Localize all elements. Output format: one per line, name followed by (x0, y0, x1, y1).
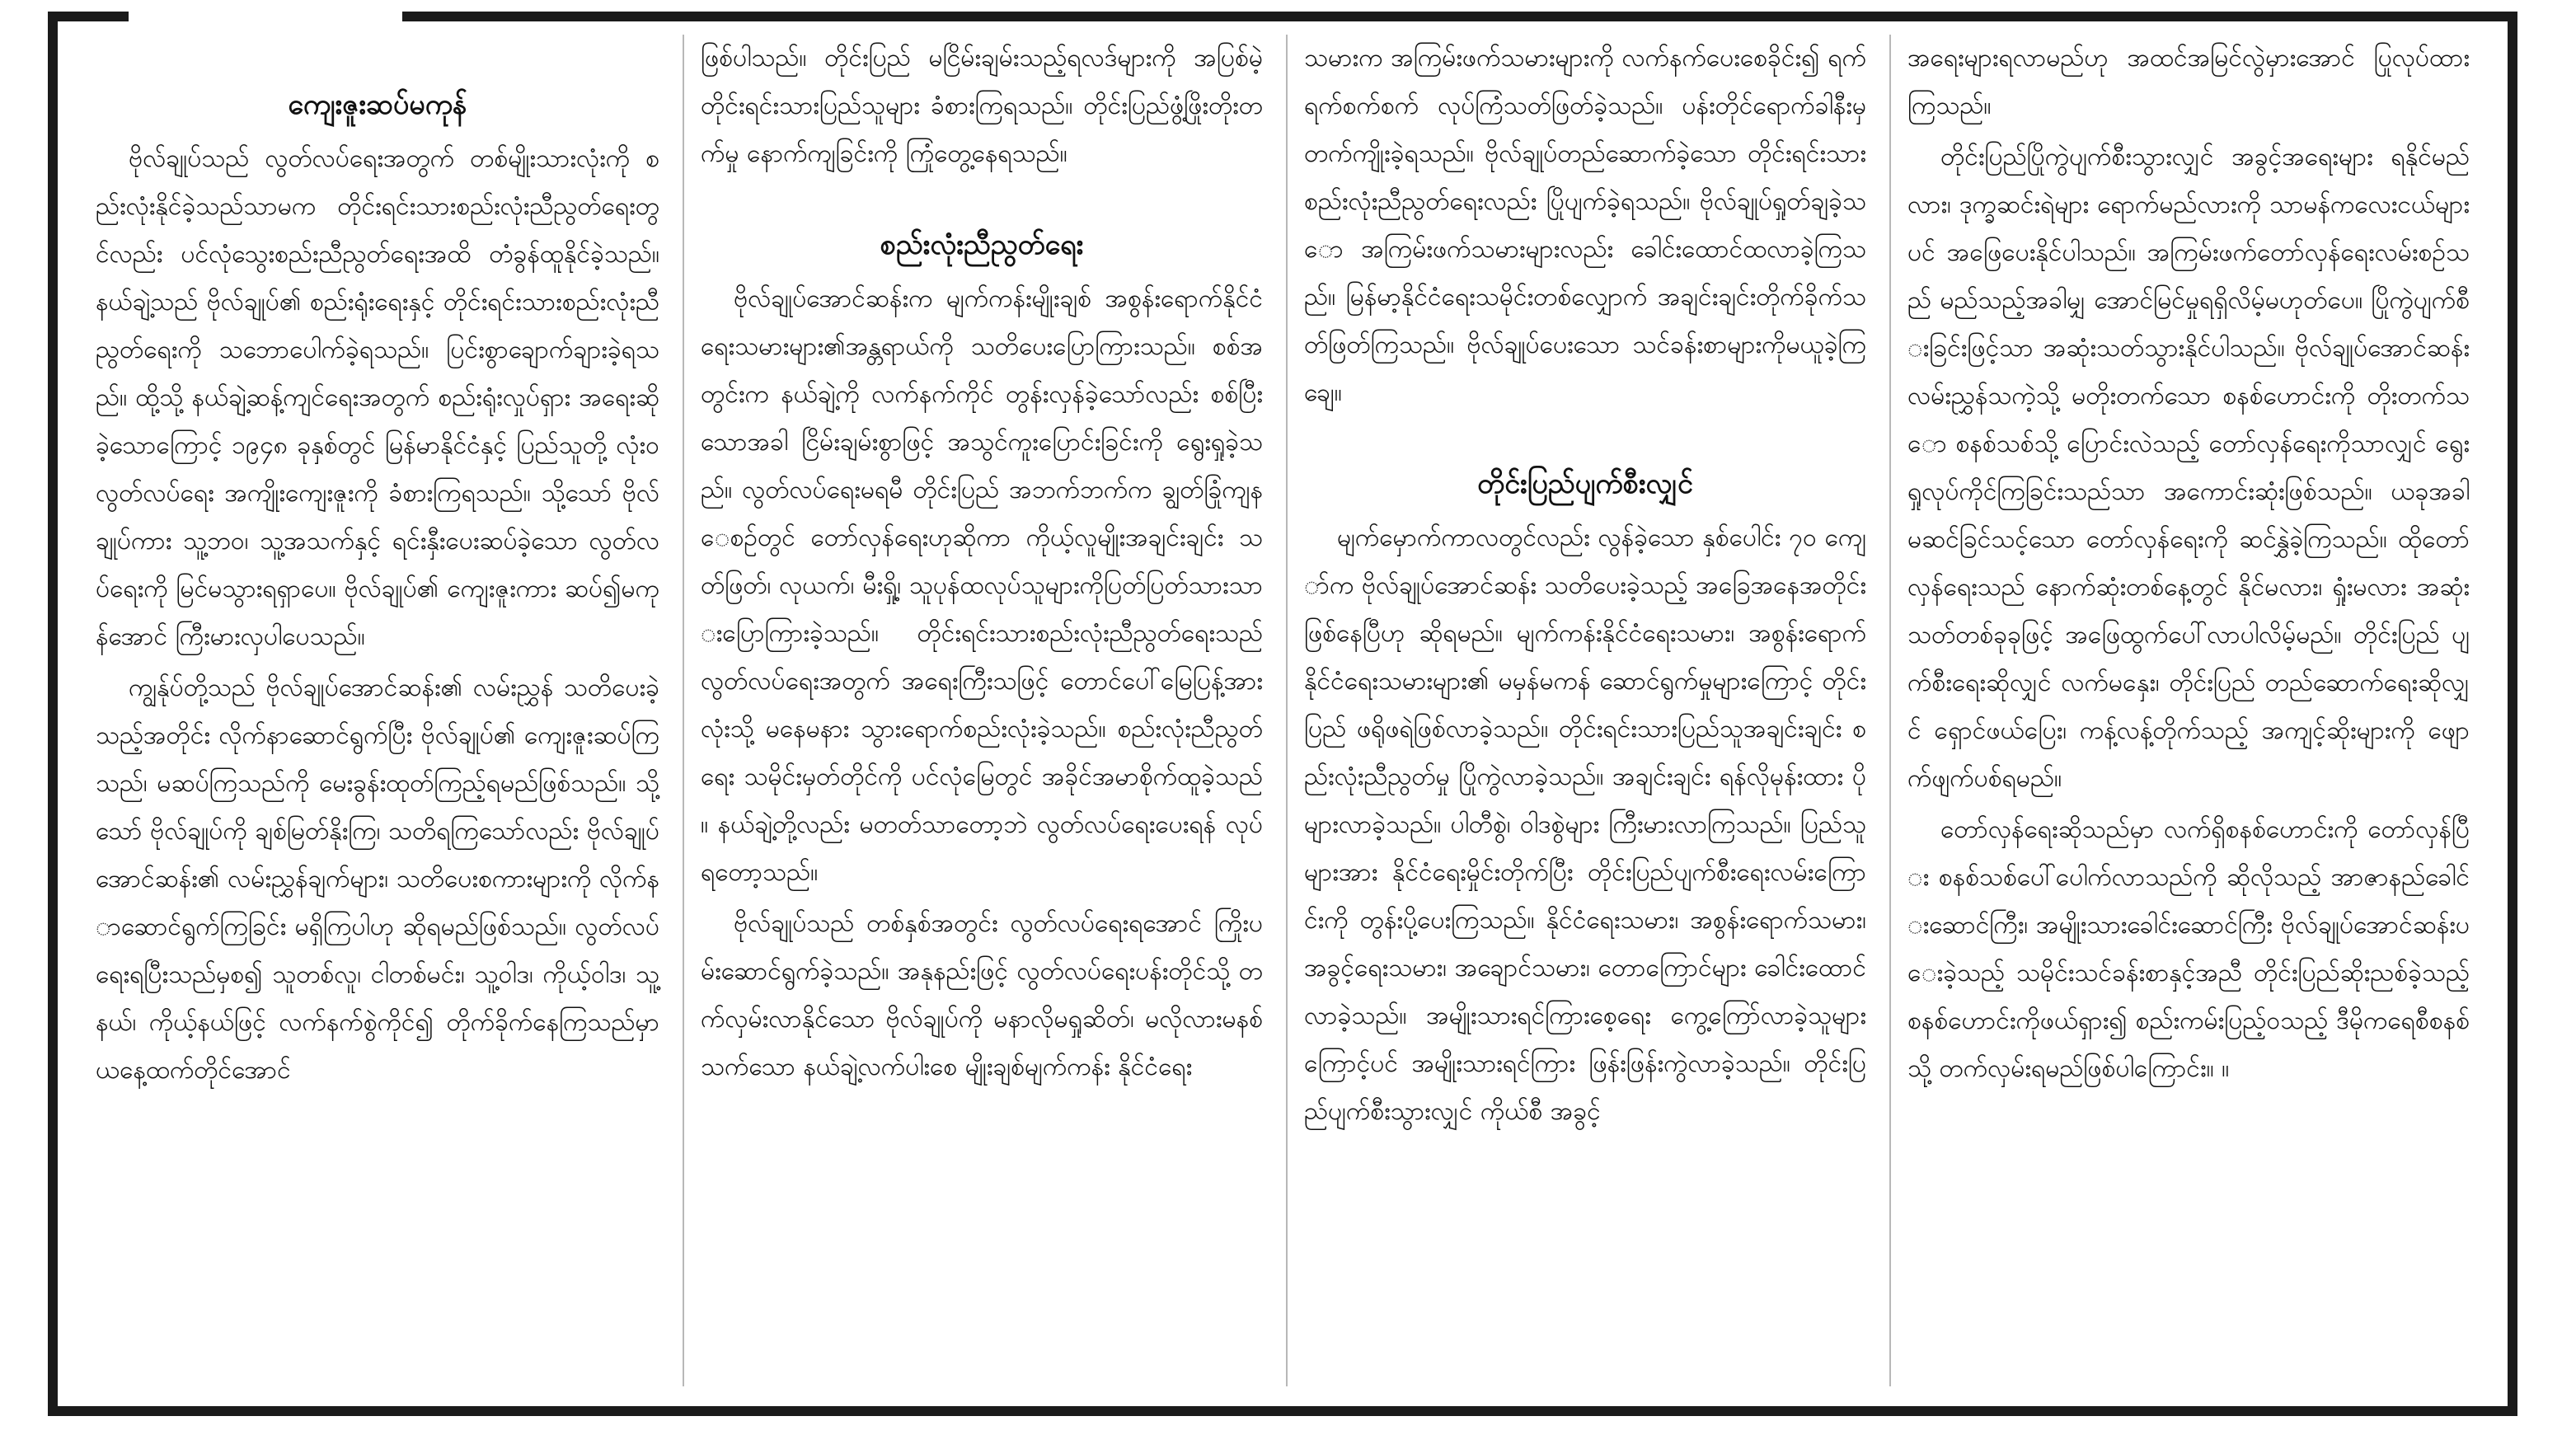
section-heading-country-collapse: တိုင်းပြည်ပျက်စီးလျှင် (1477, 467, 1693, 500)
paragraph: ဗိုလ်ချုပ်အောင်ဆန်းက မျက်ကန်းမျိုးချစ် အစွန်းရောက်နိုင်ငံရေးသမားများ၏အန္တရာယ်ကို သတိပေးပြောကြားသည်။ စစ်အတွင်းက နယ်ချဲ့ကို လက်နက်ကိုင် တွန်းလှန်ခဲ့သော်လည်း စစ်ပြီးသောအခါ ငြိမ်းချမ်းစွာဖြင့် အသွင်ကူးပြောင်းခြင်းကို ရွေးရှုခဲ့သည်။ လွတ်လပ်ရေးမရမီ တိုင်းပြည် အဘက်ဘက်က ချွတ်ခြုံကျနေစဉ်တွင် တော်လှန်ရေးဟုဆိုကာ ကိုယ့်လူမျိုးအချင်းချင်း သတ်ဖြတ်၊ လုယက်၊ မီးရှို့၊ သူပုန်ထလုပ်သူများကိုပြတ်ပြတ်သားသားပြောကြားခဲ့သည်။ တိုင်းရင်းသားစည်းလုံးညီညွတ်ရေးသည် လွတ်လပ်ရေးအတွက် အရေးကြီးသဖြင့် တောင်ပေါ်မြေပြန့်အားလုံးသို့ မနေမနား သွားရောက်စည်းလုံးခဲ့သည်။ စည်းလုံးညီညွတ်ရေး သမိုင်းမှတ်တိုင်ကို ပင်လုံမြေတွင် အခိုင်အမာစိုက်ထူခဲ့သည်။ နယ်ချဲ့တို့လည်း မတတ်သာတော့ဘဲ လွတ်လပ်ရေးပေးရန် လုပ်ရတော့သည်။ (701, 284, 1263, 887)
column-2 (683, 35, 1279, 1386)
paragraph: တိုင်းပြည်ပြိုကွဲပျက်စီးသွားလျှင် အခွင့်အရေးများ ရနိုင်မည်လား၊ ဒုက္ခဆင်းရဲများ ရောက်မည်လားကို သာမန်ကလေးငယ်များပင် အဖြေပေးနိုင်ပါသည်။ အကြမ်းဖက်တော်လှန်ရေးလမ်းစဉ်သည် မည်သည့်အခါမျှ အောင်မြင်မှုရရှိလိမ့်မဟုတ်ပေ။ ပြိုကွဲပျက်စီးခြင်းဖြင့်သာ အဆုံးသတ်သွားနိုင်ပါသည်။ ဗိုလ်ချုပ်အောင်ဆန်း လမ်းညွှန်သကဲ့သို့ မတိုးတက်သော စနစ်ဟောင်းကို တိုးတက်သော စနစ်သစ်သို့ ပြောင်းလဲသည့် တော်လှန်ရေးကိုသာလျှင် ရွေးရှုလုပ်ကိုင်ကြခြင်းသည်သာ အကောင်းဆုံးဖြစ်သည်။ ယခုအခါ မဆင်ခြင်သင့်သော တော်လှန်ရေးကို ဆင်နွှဲခဲ့ကြသည်။ ထိုတော်လှန်ရေးသည် နောက်ဆုံးတစ်နေ့တွင် နိုင်မလား၊ ရှုံးမလား အဆုံးသတ်တစ်ခုခုဖြင့် အဖြေထွက်ပေါ်လာပါလိမ့်မည်။ တိုင်းပြည် ပျက်စီးရေးဆိုလျှင် လက်မနှေး၊ တိုင်းပြည် တည်ဆောက်ရေးဆိုလျှင် ရှောင်ဖယ်ပြေး၊ ကန့်လန့်တိုက်သည့် အကျင့်ဆိုးများကို ဖျောက်ဖျက်ပစ်ရမည်။ (1907, 143, 2470, 793)
paragraph-continued: ဖြစ်ပါသည်။ တိုင်းပြည် မငြိမ်းချမ်းသည့်ရလဒ်များကို အပြစ်မဲ့ တိုင်းရင်းသားပြည်သူများ ခံစားကြရသည်။ တိုင်းပြည်ဖွံ့ဖြိုးတိုးတက်မှု နောက်ကျခြင်းကို ကြုံတွေ့နေရသည်။ (701, 44, 1263, 168)
article-columns (79, 35, 2486, 1386)
paragraph: ဗိုလ်ချုပ်သည် တစ်နှစ်အတွင်း လွတ်လပ်ရေးရအောင် ကြိုးပမ်းဆောင်ရွက်ခဲ့သည်။ အနုနည်းဖြင့် လွတ်လပ်ရေးပန်းတိုင်သို့ တက်လှမ်းလာနိုင်သော ဗိုလ်ချုပ်ကို မနာလိုမရှုဆိတ်၊ မလိုလားမနစ်သက်သော နယ်ချဲ့လက်ပါးစေ မျိုးချစ်မျက်ကန်း နိုင်ငံရေး (701, 909, 1263, 1081)
paragraph: ကျွန်ုပ်တို့သည် ဗိုလ်ချုပ်အောင်ဆန်း၏ လမ်းညွှန် သတိပေးခဲ့သည့်အတိုင်း လိုက်နာဆောင်ရွက်ပြီး ဗိုလ်ချုပ်၏ ကျေးဇူးဆပ်ကြသည်၊ မဆပ်ကြသည်ကို မေးခွန်းထုတ်ကြည့်ရမည်ဖြစ်သည်။ သို့သော် ဗိုလ်ချုပ်ကို ချစ်မြတ်နိုးကြ၊ သတိရကြသော်လည်း ဗိုလ်ချုပ်အောင်ဆန်း၏ လမ်းညွှန်ချက်များ၊ သတိပေးစကားများကို လိုက်နာဆောင်ရွက်ကြခြင်း မရှိကြပါဟု ဆိုရမည်ဖြစ်သည်။ လွတ်လပ်ရေးရပြီးသည်မှစ၍ သူတစ်လူ၊ ငါတစ်မင်း၊ သူ့ဝါဒ၊ ကိုယ့်ဝါဒ၊ သူ့နယ်၊ ကိုယ့်နယ်ဖြင့် လက်နက်စွဲကိုင်၍ တိုက်ခိုက်နေကြသည်မှာ ယနေ့ထက်တိုင်အောင် (96, 673, 659, 1085)
paragraph-continued: သမားက အကြမ်းဖက်သမားများကို လက်နက်ပေးစေခိုင်း၍ ရက်ရက်စက်စက် လုပ်ကြံသတ်ဖြတ်ခဲ့သည်။ ပန်းတိုင်ရောက်ခါနီးမှ တက်ကျိုးခဲ့ရသည်။ ဗိုလ်ချုပ်တည်ဆောက်ခဲ့သော တိုင်းရင်းသားစည်းလုံးညီညွတ်ရေးလည်း ပြိုပျက်ခဲ့ရသည်။ ဗိုလ်ချုပ်ရှုတ်ချခဲ့သော အကြမ်းဖက်သမားများလည်း ခေါင်းထောင်ထလာခဲ့ကြသည်။ မြန်မာ့နိုင်ငံရေးသမိုင်းတစ်လျှောက် အချင်းချင်းတိုက်ခိုက်သတ်ဖြတ်ကြသည်။ ဗိုလ်ချုပ်ပေးသော သင်ခန်းစာများကိုမယူခဲ့ကြချေ။ (1304, 44, 1866, 407)
column-4 (1889, 35, 2486, 1386)
paragraph: မျက်မှောက်ကာလတွင်လည်း လွန်ခဲ့သော နှစ်ပေါင်း ၇၀ ကျော်က ဗိုလ်ချုပ်အောင်ဆန်း သတိပေးခဲ့သည့် အခြေအနေအတိုင်း ဖြစ်နေပြီဟု ဆိုရမည်။ မျက်ကန်းနိုင်ငံရေးသမား၊ အစွန်းရောက် နိုင်ငံရေးသမားများ၏ မမှန်မကန် ဆောင်ရွက်မှုများကြောင့် တိုင်းပြည် ဖရိုဖရဲဖြစ်လာခဲ့သည်။ တိုင်းရင်းသားပြည်သူအချင်းချင်း စည်းလုံးညီညွတ်မှု ပြိုကွဲလာခဲ့သည်။ အချင်းချင်း ရန်လိုမုန်းထား ပိုများလာခဲ့သည်။ ပါတီစွဲ၊ ဝါဒစွဲများ ကြီးမားလာကြသည်။ ပြည်သူများအား နိုင်ငံရေးမှိုင်းတိုက်ပြီး တိုင်းပြည်ပျက်စီးရေးလမ်းကြောင်းကို တွန်းပို့ပေးကြသည်။ နိုင်ငံရေးသမား၊ အစွန်းရောက်သမား၊ အခွင့်ရေးသမား၊ အချောင်သမား၊ တောကြောင်များ ခေါင်းထောင်လာခဲ့သည်။ အမျိုးသားရင်ကြားစေ့ရေး ကွေ့ကြော်လာခဲ့သူများကြောင့်ပင် အမျိုးသားရင်ကြား ဖြန်းဖြန်းကွဲလာခဲ့သည်။ တိုင်းပြည်ပျက်စီးသွားလျှင် ကိုယ်စီ အခွင့် (1304, 523, 1866, 1126)
paragraph: တော်လှန်ရေးဆိုသည်မှာ လက်ရှိစနစ်ဟောင်းကို တော်လှန်ပြီး စနစ်သစ်ပေါ်ပေါက်လာသည်ကို ဆိုလိုသည့် အာဇာနည်ခေါင်းဆောင်ကြီး၊ အမျိုးသားခေါင်းဆောင်ကြီး ဗိုလ်ချုပ်အောင်ဆန်းပေးခဲ့သည့် သမိုင်းသင်ခန်းစာနှင့်အညီ တိုင်းပြည်ဆိုးညစ်ခဲ့သည့် စနစ်ဟောင်းကိုဖယ်ရှား၍ စည်းကမ်းပြည့်ဝသည့် ဒီမိုကရေစီစနစ်သို့ တက်လှမ်းရမည်ဖြစ်ပါကြောင်း။ ။ (1907, 815, 2470, 1083)
paragraph-continued: အရေးများရလာမည်ဟု အထင်အမြင်လွဲမှားအောင် ပြုလုပ်ထားကြသည်။ (1907, 44, 2470, 120)
section-heading-unity: စည်းလုံးညီညွတ်ရေး (880, 228, 1084, 261)
column-3 (1286, 35, 1883, 1386)
section-heading-gratitude: ကျေးဇူးဆပ်မကုန် (288, 88, 467, 121)
column-1 (79, 35, 676, 1386)
paragraph: ဗိုလ်ချုပ်သည် လွတ်လပ်ရေးအတွက် တစ်မျိုးသားလုံးကို စည်းလုံးနိုင်ခဲ့သည်သာမက တိုင်းရင်းသားစည်းလုံးညီညွတ်ရေးတွင်လည်း ပင်လုံသွေးစည်းညီညွတ်ရေးအထိ တံခွန်ထူနိုင်ခဲ့သည်။ နယ်ချဲ့သည် ဗိုလ်ချုပ်၏ စည်းရုံးရေးနှင့် တိုင်းရင်းသားစည်းလုံးညီညွတ်ရေးကို သဘောပေါက်ခဲ့ရသည်။ ပြင်းစွာချောက်ချားခဲ့ရသည်။ ထို့သို့ နယ်ချဲ့ဆန့်ကျင်ရေးအတွက် စည်းရုံးလှုပ်ရှား အရေးဆိုခဲ့သောကြောင့် ၁၉၄၈ ခုနှစ်တွင် မြန်မာနိုင်ငံနှင့် ပြည်သူတို့ လုံးဝ လွတ်လပ်ရေး အကျိုးကျေးဇူးကို ခံစားကြရသည်။ သို့သော် ဗိုလ်ချုပ်ကား သူ့ဘဝ၊ သူ့အသက်နှင့် ရင်းနှီးပေးဆပ်ခဲ့သော လွတ်လပ်ရေးကို မြင်မသွားရရှာပေ။ ဗိုလ်ချုပ်၏ ကျေးဇူးကား ဆပ်၍မကုန်အောင် ကြီးမားလှပါပေသည်။ (96, 144, 659, 651)
